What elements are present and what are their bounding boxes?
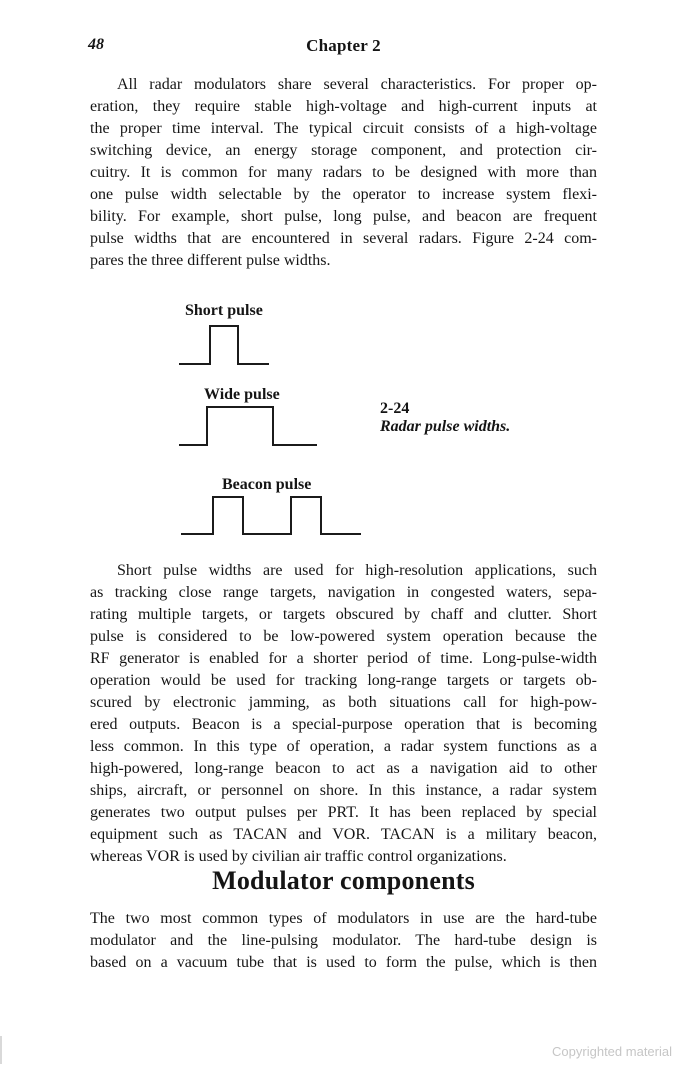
paragraph-1	[90, 74, 597, 272]
short-pulse-waveform	[178, 324, 270, 366]
beacon-pulse-label: Beacon pulse	[222, 476, 312, 493]
copyright-watermark: Copyrighted material	[552, 1044, 672, 1059]
section-heading: Modulator components	[212, 866, 475, 895]
beacon-pulse-trace	[181, 497, 361, 534]
text-line: ered outputs. Beacon is a special-purpose operation that is becoming	[90, 716, 597, 733]
wide-pulse-waveform	[178, 405, 318, 447]
page-header	[90, 36, 597, 58]
text-line: generates two output pulses per PRT. It has been replaced by special	[90, 804, 597, 821]
text-line: operation would be used for tracking long-range targets or targets ob-	[90, 672, 597, 689]
text-line: one pulse width selectable by the operator to increase system flexi-	[90, 186, 597, 203]
scan-artifact	[0, 1036, 2, 1064]
beacon-pulse-waveform	[180, 495, 362, 536]
text-line: RF generator is enabled for a shorter period of time. Long-pulse-width	[90, 650, 597, 667]
short-pulse-label: Short pulse	[185, 302, 263, 319]
wide-pulse-label: Wide pulse	[204, 386, 280, 403]
pulse-figure	[90, 298, 597, 550]
text-line: switching device, an energy storage component, and protection cir-	[90, 142, 597, 159]
chapter-title: Chapter 2	[306, 36, 381, 55]
text-line: Short pulse widths are used for high-resolution applications, such	[117, 562, 597, 579]
text-line: less common. In this type of operation, a radar system functions as a	[90, 738, 597, 755]
text-line: whereas VOR is used by civilian air traffic control organizations.	[90, 848, 507, 865]
paragraph-3	[90, 908, 597, 974]
text-line: rating multiple targets, or targets obscured by chaff and clutter. Short	[90, 606, 597, 623]
wide-pulse-trace	[179, 407, 317, 445]
text-line: The two most common types of modulators in use are the hard-tube	[90, 910, 597, 927]
text-line: All radar modulators share several characteristics. For proper op-	[117, 76, 597, 93]
text-line: the proper time interval. The typical circuit consists of a high-voltage	[90, 120, 597, 137]
text-line: high-powered, long-range beacon to act as a navigation aid to other	[90, 760, 597, 777]
text-line: cuitry. It is common for many radars to be designed with more than	[90, 164, 597, 181]
page-number: 48	[88, 36, 104, 53]
text-line: pulse widths that are encountered in several radars. Figure 2-24 com-	[90, 230, 597, 247]
text-line: as tracking close range targets, navigation in congested waters, sepa-	[90, 584, 597, 601]
paragraph-2	[90, 560, 597, 868]
text-line: modulator and the line-pulsing modulator. The hard-tube design is	[90, 932, 597, 949]
figure-caption-text: Radar pulse widths.	[380, 418, 511, 435]
text-line: pulse is considered to be low-powered system operation because the	[90, 628, 597, 645]
short-pulse-trace	[179, 326, 269, 364]
text-line: scured by electronic jamming, as both situations call for high-pow-	[90, 694, 597, 711]
text-line: bility. For example, short pulse, long pulse, and beacon are frequent	[90, 208, 597, 225]
text-line: pares the three different pulse widths.	[90, 252, 331, 269]
text-line: eration, they require stable high-voltage and high-current inputs at	[90, 98, 597, 115]
text-line: ships, aircraft, or personnel on shore. In this instance, a radar system	[90, 782, 597, 799]
text-line: based on a vacuum tube that is used to form the pulse, which is then	[90, 954, 597, 971]
figure-caption-number: 2-24	[380, 400, 410, 417]
text-line: equipment such as TACAN and VOR. TACAN is a military beacon,	[90, 826, 597, 843]
figure-caption	[380, 400, 510, 436]
